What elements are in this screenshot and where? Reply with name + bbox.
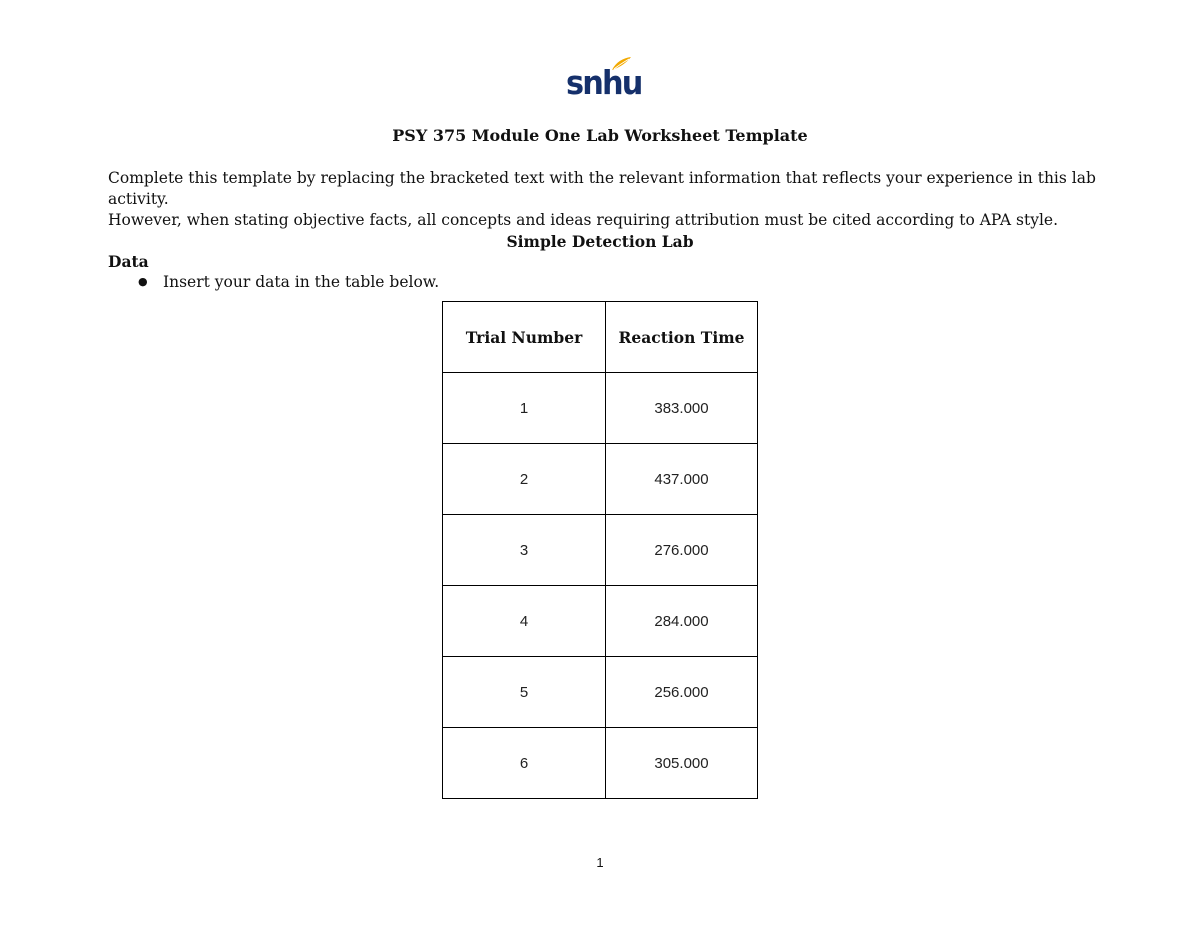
reaction-time-cell: 284.000: [606, 586, 758, 657]
bullet-icon: ●: [138, 275, 148, 288]
table-row: [443, 515, 758, 586]
logo-wordmark: snhu: [566, 63, 642, 102]
table-row: [443, 444, 758, 515]
trial-number-cell: 3: [443, 515, 606, 586]
intro-line-2: However, when stating objective facts, all concepts and ideas requiring attribution must be cited according to APA style.: [108, 211, 1059, 229]
reaction-time-cell: 276.000: [606, 515, 758, 586]
table-row: [443, 657, 758, 728]
snhu-logo: [566, 56, 642, 104]
reaction-time-cell: 256.000: [606, 657, 758, 728]
reaction-time-cell: 437.000: [606, 444, 758, 515]
trial-number-cell: 1: [443, 373, 606, 444]
table-row: [443, 586, 758, 657]
reaction-time-cell: 383.000: [606, 373, 758, 444]
header-trial-number: Trial Number: [443, 302, 606, 373]
page-title: PSY 375 Module One Lab Worksheet Template: [392, 126, 808, 145]
bullet-text: Insert your data in the table below.: [163, 273, 440, 291]
trial-number-cell: 5: [443, 657, 606, 728]
reaction-time-cell: 305.000: [606, 728, 758, 799]
page-number: 1: [596, 855, 604, 870]
header-reaction-time: Reaction Time: [606, 302, 758, 373]
trial-number-cell: 4: [443, 586, 606, 657]
intro-paragraph: [108, 168, 1108, 231]
bullet-item: [138, 273, 439, 291]
section-title: Simple Detection Lab: [506, 232, 694, 251]
intro-line-1: Complete this template by replacing the bracketed text with the relevant information that reflects your experience in this lab activity.: [108, 169, 1096, 208]
data-heading: Data: [108, 252, 149, 271]
table-row: [443, 373, 758, 444]
table-header-row: [443, 302, 758, 373]
table-row: [443, 728, 758, 799]
data-table: [442, 301, 758, 799]
trial-number-cell: 6: [443, 728, 606, 799]
trial-number-cell: 2: [443, 444, 606, 515]
